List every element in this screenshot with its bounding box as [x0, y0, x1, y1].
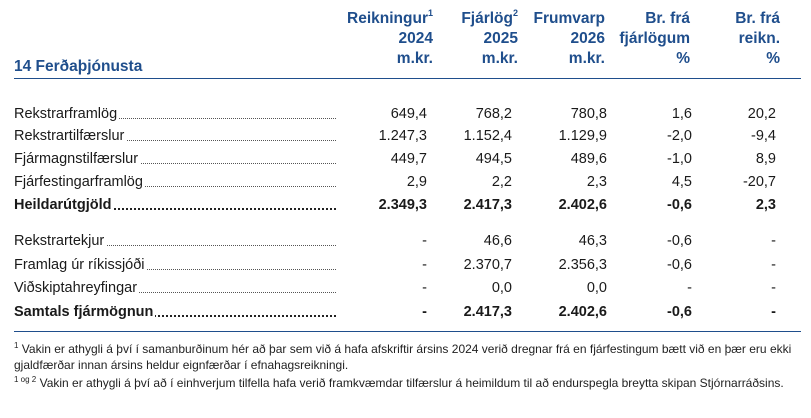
col-header-line2: reikn. — [738, 30, 780, 47]
cell-fjarlog: 2,2 — [491, 174, 512, 190]
table-row — [14, 148, 801, 170]
cell-reikningur: 449,7 — [390, 151, 427, 167]
cell-frumvarp: 2,3 — [586, 174, 607, 190]
footer-rule — [14, 331, 801, 332]
table-row — [14, 254, 801, 276]
table-row — [14, 230, 801, 252]
cell-br-reikn: -20,7 — [742, 174, 776, 190]
cell-br-fjarlogum: -0,6 — [667, 257, 692, 273]
col-header-line1: Fjárlög — [461, 10, 513, 27]
cell-fjarlog: 768,2 — [475, 106, 512, 122]
cell-frumvarp: 0,0 — [586, 280, 607, 296]
cell-br-reikn: 8,9 — [755, 151, 776, 167]
footnote-2 — [14, 375, 804, 391]
cell-frumvarp: 780,8 — [570, 106, 607, 122]
col-header-line1: Br. frá — [645, 10, 690, 27]
cell-br-reikn: -9,4 — [751, 128, 776, 144]
row-label: Heildarútgjöld — [14, 197, 112, 213]
cell-reikningur: 1.247,3 — [378, 128, 427, 144]
table-row — [14, 125, 801, 147]
cell-br-reikn: - — [771, 257, 776, 273]
footnote-marker: 1 — [14, 341, 19, 350]
table-row — [14, 171, 801, 193]
cell-reikningur: - — [422, 280, 427, 296]
cell-br-fjarlogum: -1,0 — [667, 151, 692, 167]
col-header-fjarlog — [418, 9, 518, 69]
total-row — [14, 301, 801, 323]
cell-fjarlog: 0,0 — [491, 280, 512, 296]
cell-frumvarp: 2.356,3 — [558, 257, 607, 273]
row-label: Samtals fjármögnun — [14, 304, 154, 320]
row-label: Framlag úr ríkissjóði — [14, 257, 145, 273]
col-header-line1: Frumvarp — [533, 10, 605, 27]
cell-br-reikn: 20,2 — [747, 106, 776, 122]
cell-fjarlog: 2.417,3 — [463, 304, 512, 320]
cell-fjarlog: 1.152,4 — [463, 128, 512, 144]
cell-reikningur: 2.349,3 — [378, 197, 427, 213]
cell-fjarlog: 2.417,3 — [463, 197, 512, 213]
cell-br-fjarlogum: 4,5 — [671, 174, 692, 190]
col-header-line3: m.kr. — [568, 50, 605, 67]
cell-br-reikn: 2,3 — [755, 197, 776, 213]
cell-fjarlog: 494,5 — [475, 151, 512, 167]
cell-frumvarp: 46,3 — [578, 233, 607, 249]
section-title: 14 Ferðaþjónusta — [14, 58, 143, 75]
table-row — [14, 103, 801, 125]
cell-br-fjarlogum: -2,0 — [667, 128, 692, 144]
cell-br-reikn: - — [771, 280, 776, 296]
row-label: Fjármagnstilfærslur — [14, 151, 139, 167]
col-header-line3: % — [766, 50, 780, 67]
cell-reikningur: 2,9 — [406, 174, 427, 190]
cell-frumvarp: 489,6 — [570, 151, 607, 167]
footnote-marker: 1 — [427, 8, 433, 18]
cell-br-fjarlogum: -0,6 — [667, 233, 692, 249]
footnote-text: Vakin er athygli á því að í einhverjum tilfella hafa verið framkvæmdar tilfærslur á heimildum til að endurspegla breytta skipan Stjórnarráðsins. — [39, 376, 784, 390]
col-header-line3: m.kr. — [396, 50, 433, 67]
col-header-br-reikn — [680, 9, 780, 69]
cell-frumvarp: 2.402,6 — [558, 304, 607, 320]
header-rule — [14, 78, 801, 79]
col-header-line2: 2026 — [570, 30, 605, 47]
footnote-1 — [14, 341, 804, 373]
row-label: Rekstrarframlög — [14, 106, 118, 122]
total-row — [14, 194, 801, 216]
cell-br-fjarlogum: -0,6 — [667, 197, 692, 213]
col-header-line2: fjárlögum — [619, 30, 690, 47]
footnote-text: Vakin er athygli á því í samanburðinum hér að þar sem við á hafa afskriftir ársins 2024 verið dregnar frá en fjárfestingum bætt við en þær eru ekki gjaldfærðar innan ársins heldur eignfærðar í efnahagsreikningi. — [14, 342, 792, 372]
col-header-line3: % — [676, 50, 690, 67]
cell-reikningur: - — [422, 304, 427, 320]
col-header-line2: 2024 — [398, 30, 433, 47]
footnote-marker: 1 og 2 — [14, 375, 37, 384]
cell-br-reikn: - — [771, 233, 776, 249]
cell-br-fjarlogum: - — [687, 280, 692, 296]
cell-br-fjarlogum: -0,6 — [667, 304, 692, 320]
cell-reikningur: - — [422, 257, 427, 273]
row-label: Fjárfestingarframlög — [14, 174, 143, 190]
footnote-marker: 2 — [512, 8, 518, 18]
col-header-line1: Br. frá — [735, 10, 780, 27]
col-header-br-fjarlogum — [590, 9, 690, 69]
col-header-line3: m.kr. — [481, 50, 518, 67]
table-row — [14, 277, 801, 299]
cell-br-reikn: - — [771, 304, 776, 320]
col-header-line1: Reikningur — [347, 10, 428, 27]
cell-br-fjarlogum: 1,6 — [671, 106, 692, 122]
cell-fjarlog: 2.370,7 — [463, 257, 512, 273]
row-label: Rekstrartilfærslur — [14, 128, 125, 144]
cell-frumvarp: 1.129,9 — [558, 128, 607, 144]
row-label: Rekstrartekjur — [14, 233, 105, 249]
cell-fjarlog: 46,6 — [483, 233, 512, 249]
cell-frumvarp: 2.402,6 — [558, 197, 607, 213]
cell-reikningur: 649,4 — [390, 106, 427, 122]
col-header-line2: 2025 — [483, 30, 518, 47]
cell-reikningur: - — [422, 233, 427, 249]
row-label: Viðskiptahreyfingar — [14, 280, 138, 296]
